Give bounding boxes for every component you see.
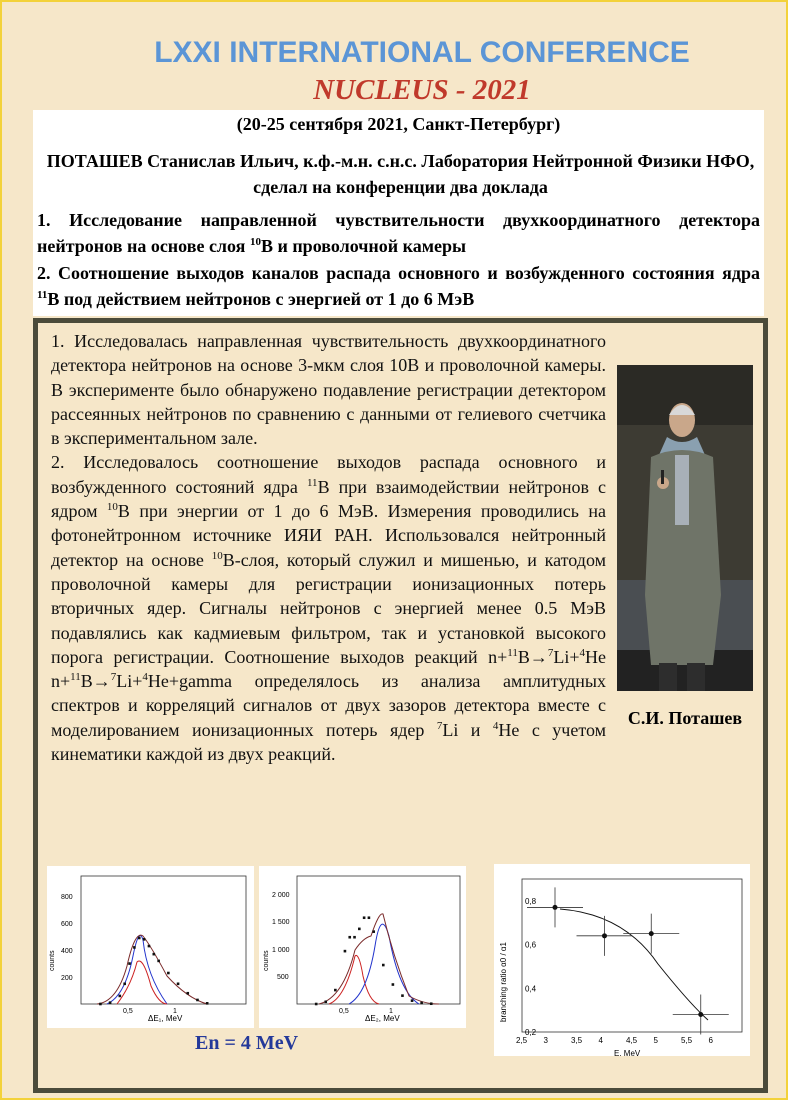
plot3-points bbox=[527, 887, 729, 1034]
plot1-points bbox=[99, 937, 208, 1006]
data-point bbox=[315, 1003, 318, 1006]
plot2-ytick: 2 000 bbox=[272, 892, 290, 899]
conference-title: LXXI INTERNATIONAL CONFERENCE bbox=[154, 36, 690, 69]
plot3-ytick: 0,8 bbox=[525, 896, 537, 906]
author-line: ПОТАШЕВ Станислав Ильич, к.ф.-м.н. с.н.с. Лаборатория Нейтронной Физики НФО, сделал на конференции два доклада bbox=[46, 151, 755, 197]
plot3-ticks bbox=[516, 897, 714, 1045]
data-point bbox=[138, 937, 141, 940]
data-point bbox=[128, 962, 131, 965]
speaker-photo bbox=[617, 365, 753, 691]
plot1-ytick: 400 bbox=[61, 948, 73, 955]
data-point bbox=[649, 931, 654, 936]
data-point bbox=[152, 953, 155, 956]
data-point bbox=[143, 938, 146, 941]
plot1-axes bbox=[81, 876, 246, 1004]
data-point bbox=[196, 999, 199, 1002]
plot2-points bbox=[315, 916, 433, 1005]
intro-box bbox=[33, 110, 764, 316]
plot3-xtick: 4 bbox=[598, 1036, 603, 1045]
data-point bbox=[148, 945, 151, 948]
data-point bbox=[358, 928, 361, 931]
plot3-xtick: 2,5 bbox=[516, 1036, 528, 1045]
data-point bbox=[411, 999, 414, 1002]
data-point bbox=[186, 992, 189, 995]
plot3-xtick: 5,5 bbox=[681, 1036, 693, 1045]
plot3-xtick: 6 bbox=[708, 1036, 713, 1045]
plot2-xlabel: ΔE₂, MeV bbox=[365, 1014, 400, 1023]
data-point bbox=[382, 964, 385, 967]
data-point bbox=[99, 1003, 102, 1006]
data-point bbox=[109, 1001, 112, 1004]
plot1-ytick: 600 bbox=[61, 921, 73, 928]
plot2-ytick: 1 500 bbox=[272, 919, 290, 926]
data-point bbox=[368, 916, 371, 919]
data-point bbox=[157, 960, 160, 963]
data-point bbox=[334, 989, 337, 992]
plot2-ylabel: counts bbox=[263, 950, 270, 971]
plot3-ytick: 0,6 bbox=[525, 940, 537, 950]
data-point bbox=[119, 995, 122, 998]
plot3-ytick: 0,2 bbox=[525, 1028, 537, 1037]
data-point bbox=[372, 930, 375, 933]
branching-ratio-plot bbox=[494, 864, 750, 1056]
plot1-xtick: 0,5 bbox=[123, 1008, 133, 1015]
data-point bbox=[344, 950, 347, 953]
plot3-xtick: 3 bbox=[543, 1036, 548, 1045]
spectrum-plot-1 bbox=[47, 866, 254, 1028]
plot2-xtick: 0,5 bbox=[339, 1008, 349, 1015]
data-point bbox=[167, 972, 170, 975]
plot1-ytick: 200 bbox=[61, 975, 73, 982]
data-point bbox=[206, 1002, 209, 1005]
paragraph-1: 1. Исследовалась направленная чувствительность двухкоординатного детектора нейтронов на основе 3-мкм слоя 10B и проволочной камеры. В эксперименте было обнаружено подавление регистрации детектором рассеянных нейтронов по сравнению с данными от гелиевого счетчика в экспериментальном зале. bbox=[51, 331, 606, 449]
plot1-ylabel: counts bbox=[49, 950, 56, 971]
data-point bbox=[392, 983, 395, 986]
plot3-fit-curve bbox=[560, 909, 708, 1020]
data-point bbox=[123, 982, 126, 985]
main-content-box bbox=[33, 318, 768, 1093]
plot1-xtick: 1 bbox=[173, 1008, 177, 1015]
plot2-ytick: 1 000 bbox=[272, 947, 290, 954]
conference-dates: (20-25 сентября 2021, Санкт-Петербург) bbox=[236, 114, 561, 134]
data-point bbox=[348, 936, 351, 939]
paragraph-2: 2. Исследовалось соотношение выходов распада основного и возбужденного состояний ядра $^{11}$B при взаимодействии нейтронов с ядром $^{10}$B при энергии от 1 до 6 МэВ. Измерения проводились на фотонейтронном источнике ИЯИ РАН. Использовался нейтронный детектор на основе $^{10}$B-слоя, который служил и мишенью, и катодом проволочной камеры для регистрации ионизационных потерь вторичных ядер. Сигналы нейтронов с энергией менее 0.5 МэВ подавлялись как кадмиевым фильтром, так и установкой высокого порога регистрации. Соотношение выходов реакций n+$^{11}$B→$^7$Li+$^4$He n+$^{11}$B→$^7$Li+$^4$He+gamma определялось из анализа амплитудных спектров и корреляций сигналов от двух зазоров детектора вместе с моделированием ионизационных потерь ядер $^7$Li и $^4$He с учетом кинематики каждой из двух реакций. bbox=[51, 452, 606, 765]
plot1-ytick: 800 bbox=[61, 894, 73, 901]
plot2-axes bbox=[297, 876, 460, 1004]
plot3-xtick: 5 bbox=[653, 1036, 658, 1045]
plot1-xlabel: ΔE₁, MeV bbox=[148, 1014, 183, 1023]
data-point bbox=[133, 946, 136, 949]
data-point bbox=[353, 936, 356, 939]
conference-subtitle: NUCLEUS - 2021 bbox=[313, 74, 531, 106]
data-point bbox=[363, 916, 366, 919]
talk-1: 1. Исследование направленной чувствительности двухкоординатного детектора нейтронов на основе слоя $^{10}$B и проволочной камеры bbox=[37, 210, 760, 256]
data-point bbox=[430, 1002, 433, 1005]
data-point bbox=[324, 1000, 327, 1003]
data-point bbox=[401, 994, 404, 997]
data-point bbox=[553, 905, 558, 910]
talk-2: 2. Соотношение выходов каналов распада основного и возбужденного состояния ядра $^{11}$B под действием нейтронов с энергией от 1 до 6 МэВ bbox=[37, 263, 760, 309]
plot3-xtick: 3,5 bbox=[571, 1036, 583, 1045]
body-text bbox=[51, 329, 606, 766]
energy-label: En = 4 MeV bbox=[195, 1032, 299, 1054]
data-point bbox=[420, 1002, 423, 1005]
plot3-xlabel: E, MeV bbox=[614, 1049, 641, 1056]
data-point bbox=[698, 1012, 703, 1017]
plot2-ytick: 500 bbox=[277, 974, 289, 981]
plot1-fit-total bbox=[97, 935, 207, 1004]
plot3-ytick: 0,4 bbox=[525, 984, 537, 994]
plot3-xtick: 4,5 bbox=[626, 1036, 638, 1045]
photo-caption: С.И. Поташев bbox=[627, 708, 743, 728]
data-point bbox=[602, 933, 607, 938]
plot1-fit-blue bbox=[107, 936, 167, 1004]
data-point bbox=[177, 982, 180, 985]
plot3-ylabel: branching ratio α0 / α1 bbox=[499, 942, 508, 1022]
spectrum-plot-2 bbox=[259, 866, 466, 1028]
plot2-xtick: 1 bbox=[389, 1008, 393, 1015]
